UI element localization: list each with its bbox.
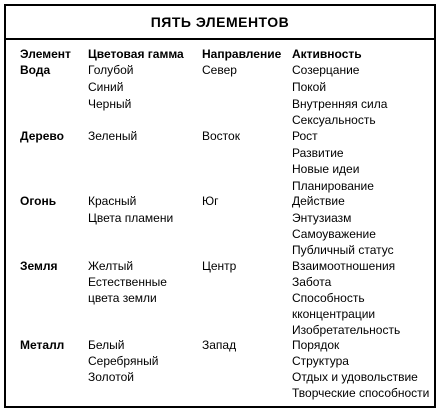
title-divider — [6, 38, 434, 40]
header-activity: Активность — [292, 47, 362, 61]
five-elements-table — [4, 4, 436, 408]
activity-item: Порядок — [292, 338, 340, 352]
direction-value: Север — [202, 63, 237, 77]
direction-value: Запад — [202, 338, 237, 352]
direction-value: Юг — [202, 194, 219, 208]
color-item: Зеленый — [88, 129, 138, 143]
color-item: цвета земли — [88, 291, 157, 305]
activity-item: Развитие — [292, 146, 344, 160]
activity-item: Новые идеи — [292, 162, 360, 176]
activity-item: Забота — [292, 275, 332, 289]
activity-item: Действие — [292, 194, 345, 208]
activity-item: Энтузиазм — [292, 211, 352, 225]
header-element: Элемент — [20, 47, 71, 61]
color-item: Белый — [88, 338, 125, 352]
header-color: Цветовая гамма — [88, 47, 184, 61]
activity-item: Покой — [292, 80, 327, 94]
activity-item: Творческие способности — [292, 386, 430, 400]
activity-item: Структура — [292, 354, 349, 368]
activity-item: кконцентрации — [292, 307, 376, 321]
activity-item: Сексуальность — [292, 113, 376, 127]
element-name: Вода — [20, 63, 51, 77]
element-name: Огонь — [20, 194, 57, 208]
color-item: Синий — [88, 80, 124, 94]
activity-item: Изобретательность — [292, 323, 401, 337]
color-item: Черный — [88, 97, 132, 111]
table-title: ПЯТЬ ЭЛЕМЕНТОВ — [150, 14, 290, 30]
activity-item: Планирование — [292, 179, 374, 193]
color-item: Золотой — [88, 370, 134, 384]
activity-item: Публичный статус — [292, 243, 394, 257]
element-name: Дерево — [20, 129, 64, 143]
activity-item: Отдых и удовольствие — [292, 370, 418, 384]
activity-item: Внутренняя сила — [292, 97, 388, 111]
activity-item: Самоуважение — [292, 227, 376, 241]
activity-item: Взаимоотношения — [292, 259, 396, 273]
direction-value: Восток — [202, 129, 240, 143]
color-item: Естественные — [88, 275, 167, 289]
element-name: Металл — [20, 338, 65, 352]
direction-value: Центр — [202, 259, 237, 273]
activity-item: Способность — [292, 291, 365, 305]
color-item: Желтый — [88, 259, 134, 273]
color-item: Голубой — [88, 63, 134, 77]
color-item: Цвета пламени — [88, 211, 174, 225]
activity-item: Созерцание — [292, 63, 360, 77]
element-name: Земля — [20, 259, 58, 273]
color-item: Красный — [88, 194, 137, 208]
header-direction: Направление — [202, 47, 282, 61]
activity-item: Рост — [292, 129, 318, 143]
color-item: Серебряный — [88, 354, 159, 368]
